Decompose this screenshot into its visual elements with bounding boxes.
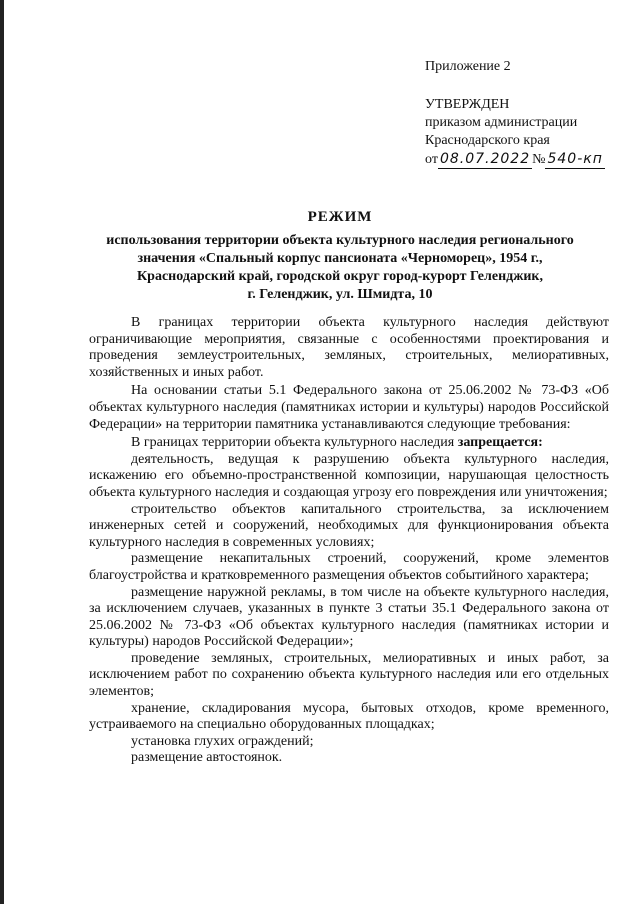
- document-title: [80, 209, 600, 304]
- title-line-3: Краснодарский край, городской округ город-курорт Геленджик,: [137, 269, 543, 284]
- title-main: РЕЖИМ: [307, 209, 373, 225]
- approval-block: [425, 58, 605, 169]
- title-line-2: значения «Спальный корпус пансионата «Черноморец», 1954 г.,: [137, 251, 543, 266]
- from-prefix: от: [425, 152, 438, 167]
- scan-edge: [0, 0, 4, 904]
- list-item: хранение, складирования мусора, бытовых отходов, кроме временного, устраиваемого на специально оборудованных площадках;: [89, 700, 609, 733]
- title-line-1: использования территории объекта культурного наследия регионального: [106, 233, 574, 248]
- order-line: приказом администрации: [425, 115, 578, 130]
- date-number-line: [425, 150, 605, 169]
- list-item: размещение наружной рекламы, в том числе на объекте культурного наследия, за исключением случаев, указанных в пункте 3 статьи 35.1 Федерального закона от 25.06.2002 № 73-ФЗ «Об объектах культурного наследия (памятниках истории и культуры) народов Российской Федерации»;: [89, 584, 609, 650]
- prohibited-label: запрещается:: [457, 435, 543, 451]
- paragraph-3: [89, 435, 609, 452]
- region-line: Краснодарского края: [425, 133, 550, 148]
- handwritten-number: 540-кп: [547, 151, 603, 167]
- document-body: [89, 315, 609, 767]
- handwritten-date: 08.07.2022: [439, 151, 531, 167]
- list-item: проведение земляных, строительных, мелиоративных и иных работ, за исключением работ по сохранению объекта культурного наследия или его отдельных элементов;: [89, 650, 609, 700]
- title-line-4: г. Геленджик, ул. Шмидта, 10: [247, 287, 433, 302]
- prohibited-lead: В границах территории объекта культурного наследия: [131, 435, 458, 451]
- annex-label: Приложение 2: [425, 59, 511, 74]
- number-prefix: №: [532, 152, 546, 167]
- list-item: установка глухих ограждений;: [131, 733, 314, 749]
- paragraph-2: На основании статьи 5.1 Федерального закона от 25.06.2002 № 73-ФЗ «Об объектах культурного наследия (памятниках истории и культуры) народов Российской Федерации» на территории памятника устанавливаются следующие требования:: [89, 383, 609, 432]
- list-item: размещение автостоянок.: [131, 750, 283, 766]
- list-item: деятельность, ведущая к разрушению объекта культурного наследия, искажению его объемно-пространственной композиции, нарушающая целостность объекта культурного наследия и создающая угрозу его повреждения или уничтожения;: [89, 451, 609, 500]
- list-item: размещение некапитальных строений, сооружений, кроме элементов благоустройства и кратковременного размещения объектов событийного характера;: [89, 551, 609, 583]
- paragraph-1: В границах территории объекта культурного наследия действуют ограничивающие мероприятия, связанные с особенностями проектирования и проведения землеустроительных, земляных, строительных, мелиоративных, хозяйственных и иных работ.: [89, 315, 609, 380]
- approved-label: УТВЕРЖДЕН: [425, 97, 510, 112]
- list-item: строительство объектов капитального строительства, за исключением инженерных сетей и сооружений, необходимых для функционирования объекта культурного наследия в современных условиях;: [89, 501, 609, 550]
